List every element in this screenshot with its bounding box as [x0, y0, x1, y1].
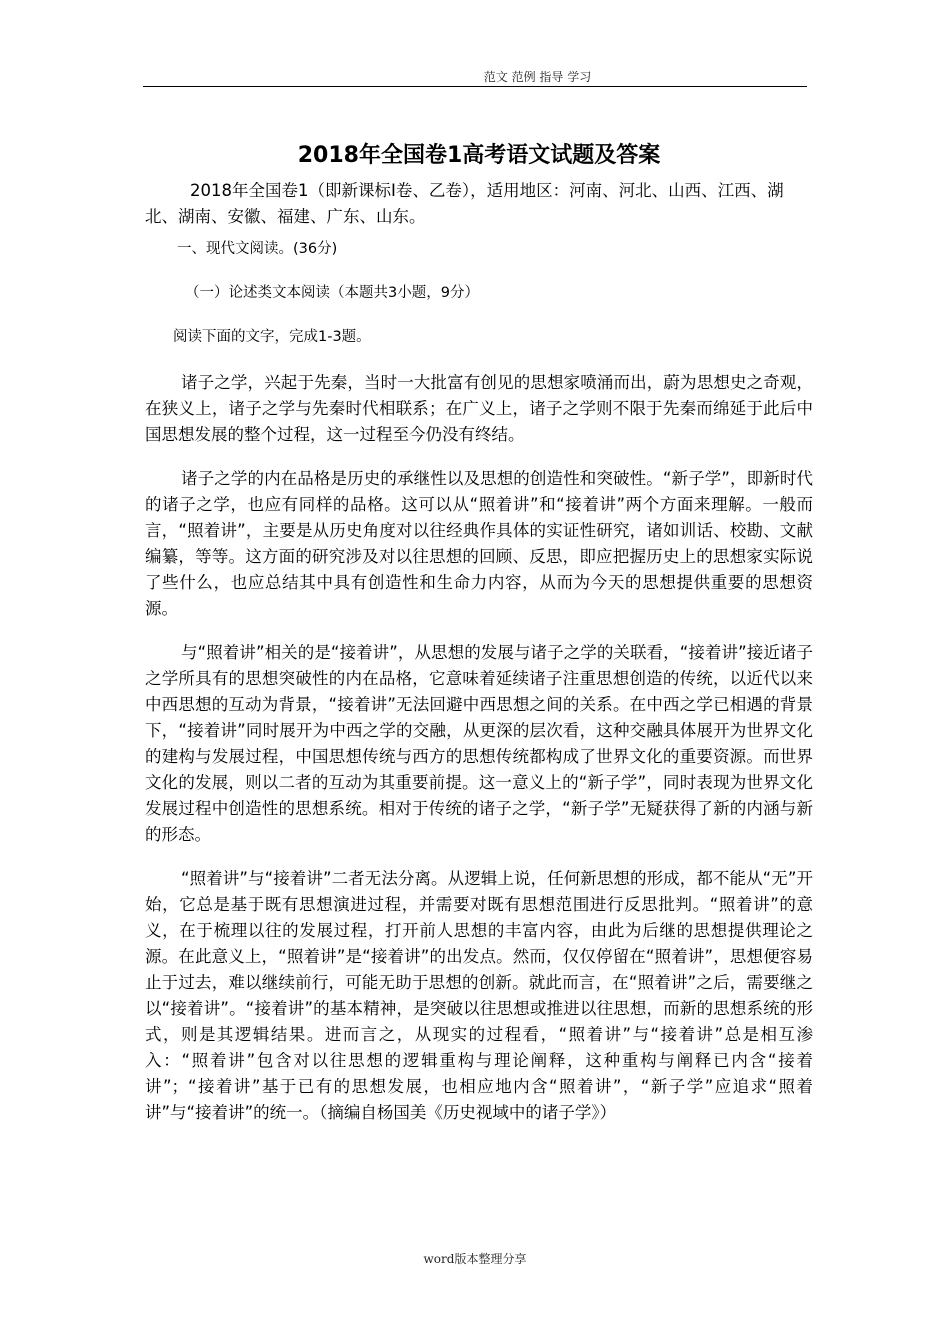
document-title: 2018年全国卷1高考语文试题及答案 [297, 143, 661, 168]
header-rule [143, 86, 807, 87]
body-paragraph-2: 诸子之学的内在品格是历史的承继性以及思想的创造性和突破性。“新子学”，即新时代的诸子之学，也应有同样的品格。这可以从“照着讲”和“接着讲”两个方面来理解。一般而言，“照着讲”，主要是从历史角度对以往经典作具体的实证性研究，诸如训话、校勘、文献编纂，等等。这方面的研究涉及对以往思想的回顾、反思，即应把握历史上的思想家实际说了些什么，也应总结其中具有创造性和生命力内容，从而为今天的思想提供重要的思想资源。 [145, 469, 813, 618]
section-heading: 一、现代文阅读。(36分) [177, 241, 338, 257]
document-body [145, 134, 813, 1144]
body-paragraph-3: 与“照着讲”相关的是“接着讲”，从思想的发展与诸子之学的关联看，“接着讲”接近诸子之学所具有的思想突破性的内在品格，它意味着延续诸子注重思想创造的传统，以近代以来中西思想的互动为背景，“接着讲”无法回避中西思想之间的关系。在中西之学已相遇的背景下，“接着讲”同时展开为中西之学的交融，从更深的层次看，这种交融具体展开为世界文化的建构与发展过程，中国思想传统与西方的思想传统都构成了世界文化的重要资源。而世界文化的发展，则以二者的互动为其重要前提。这一意义上的“新子学”，同时表现为世界文化发展过程中创造性的思想系统。相对于传统的诸子之学，“新子学”无疑获得了新的内涵与新的形态。 [145, 643, 813, 844]
intro-paragraph: 2018年全国卷1（即新课标Ⅰ卷、乙卷），适用地区：河南、河北、山西、江西、湖北、湖南、安徽、福建、广东、山东。 [145, 181, 784, 226]
instruction: 阅读下面的文字，完成1-3题。 [173, 329, 371, 345]
body-paragraph-4: “照着讲”与“接着讲”二者无法分离。从逻辑上说，任何新思想的形成，都不能从“无”开始，它总是基于既有思想演进过程，并需要对既有思想范围进行反思批判。“照着讲”的意义，在于梳理以往的发展过程，打开前人思想的丰富内容，由此为后继的思想提供理论之源。在此意义上，“照着讲”是“接着讲”的出发点。然而，仅仅停留在“照着讲”，思想便容易止于过去，难以继续前行，可能无助于思想的创新。就此而言，在“照着讲”之后，需要继之以“接着讲”。“接着讲”的基本精神，是突破以往思想或推进以往思想，而新的思想系统的形式，则是其逻辑结果。进而言之，从现实的过程看，“照着讲”与“接着讲”总是相互渗入：“照着讲”包含对以往思想的逻辑重构与理论阐释，这种重构与阐释已内含“接着讲”；“接着讲”基于已有的思想发展，也相应地内含“照着讲”，“新子学”应追求“照着讲”与“接着讲”的统一。（摘编自杨国美《历史视域中的诸子学》） [145, 869, 813, 1122]
page-footer: word版本整理分享 [423, 1252, 527, 1266]
subsection-heading: （一）论述类文本阅读（本题共3小题，9分） [185, 285, 479, 301]
page-header: 范文 范例 指导 学习 [483, 70, 592, 84]
body-paragraph-1: 诸子之学，兴起于先秦，当时一大批富有创见的思想家喷涌而出，蔚为思想史之奇观，在狭义上，诸子之学与先秦时代相联系；在广义上，诸子之学则不限于先秦而绵延于此后中国思想发展的整个过程，这一过程至今仍没有终结。 [145, 373, 813, 444]
